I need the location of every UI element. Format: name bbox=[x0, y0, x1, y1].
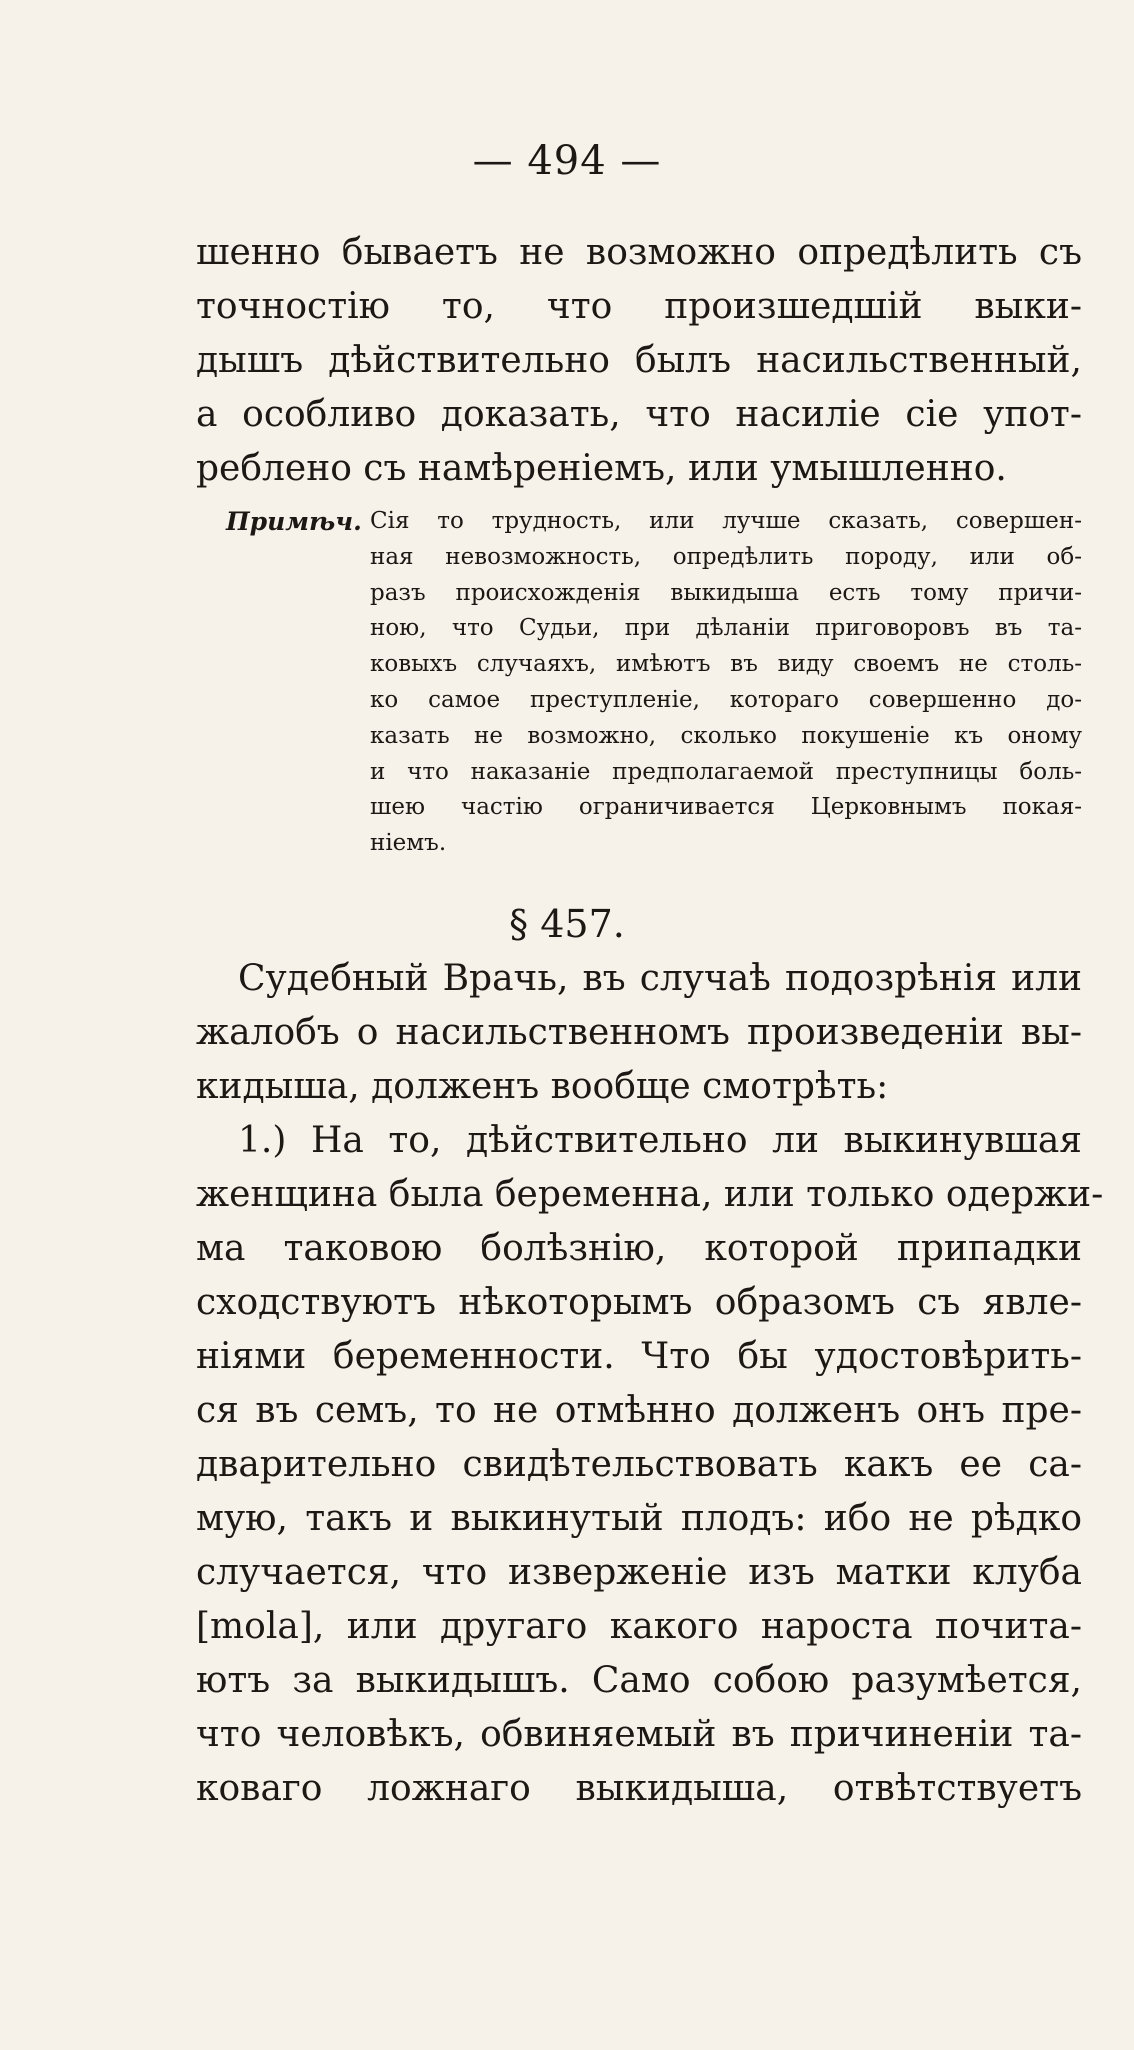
text-line: Судебный Врачь, въ случаѣ подозрѣнія или bbox=[238, 958, 1082, 999]
note-line: ко самое преступленіе, котораго совершенно до- bbox=[370, 686, 1082, 713]
note-label: Примѣч. bbox=[226, 507, 362, 536]
text-line: точностію то, что произшедшій выки- bbox=[196, 286, 1082, 327]
note-line: разъ происхожденія выкидыша есть тому причи- bbox=[370, 579, 1082, 606]
note-text bbox=[370, 504, 1082, 862]
text-line: ніями беременности. Что бы удостовѣрить- bbox=[196, 1336, 1082, 1377]
note-line: шею частію ограничивается Церковнымъ покая- bbox=[370, 794, 1082, 821]
text-line: шенно бываетъ не возможно опредѣлить съ bbox=[196, 232, 1082, 273]
note-line: ною, что Судьи, при дѣланіи приговоровъ въ та- bbox=[370, 615, 1082, 642]
text-line: ся въ семъ, то не отмѣнно долженъ онъ пре- bbox=[196, 1390, 1082, 1431]
text-line: ма таковою болѣзнію, которой припадки bbox=[196, 1228, 1082, 1269]
text-line: случается, что изверженіе изъ матки клуба bbox=[196, 1552, 1082, 1593]
note-line: Сія то трудность, или лучше сказать, совершен- bbox=[370, 508, 1082, 534]
note-line: ная невозможность, опредѣлить породу, или об- bbox=[370, 543, 1082, 570]
text-line: кидыша, долженъ вообще смотрѣть: bbox=[196, 1066, 889, 1107]
text-line: жалобъ о насильственномъ произведеніи вы- bbox=[196, 1012, 1082, 1053]
text-line: 1.) На то, дѣйствительно ли выкинувшая bbox=[238, 1120, 1082, 1161]
text-line: коваго ложнаго выкидыша, отвѣтствуетъ bbox=[196, 1768, 1082, 1809]
text-line: дышъ дѣйствительно былъ насильственный, bbox=[196, 340, 1082, 381]
text-line: что человѣкъ, обвиняемый въ причиненіи та- bbox=[196, 1714, 1082, 1755]
section-heading: § 457. bbox=[509, 902, 625, 946]
text-line: сходствуютъ нѣкоторымъ образомъ съ явле- bbox=[196, 1282, 1082, 1323]
note-line: ніемъ. bbox=[370, 830, 447, 857]
text-line: ютъ за выкидышъ. Само собою разумѣется, bbox=[196, 1660, 1082, 1701]
text-line: а особливо доказать, что насиліе сіе упот- bbox=[196, 394, 1082, 435]
text-line: женщина была беременна, или только одержи- bbox=[196, 1174, 1104, 1215]
text-line: дварительно свидѣтельствовать какъ ее са- bbox=[196, 1444, 1082, 1485]
page-number: — 494 — bbox=[472, 138, 662, 184]
text-line: мую, такъ и выкинутый плодъ: ибо не рѣдко bbox=[196, 1498, 1082, 1539]
note-line: ковыхъ случаяхъ, имѣютъ въ виду своемъ не столь- bbox=[370, 651, 1082, 678]
note-line: казать не возможно, сколько покушеніе къ оному bbox=[370, 722, 1082, 749]
note-line: и что наказаніе предполагаемой преступницы боль- bbox=[370, 758, 1082, 785]
paragraph-1 bbox=[196, 226, 1082, 496]
text-line: [mola], или другаго какого нароста почита- bbox=[196, 1606, 1082, 1647]
paragraph-2 bbox=[196, 952, 1104, 1816]
text-line: реблено съ намѣреніемъ, или умышленно. bbox=[196, 448, 1007, 489]
